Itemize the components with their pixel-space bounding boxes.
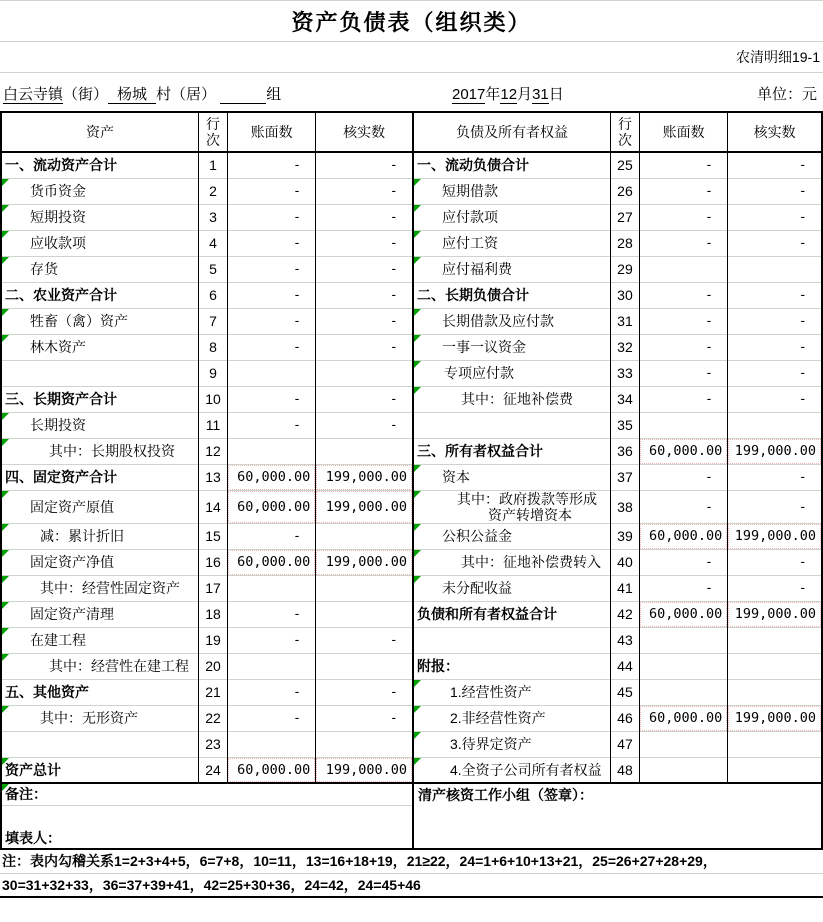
line-number-cell[interactable]: 46 [610, 705, 639, 731]
line-number-cell[interactable]: 35 [610, 412, 639, 438]
table-row [1, 679, 822, 705]
cell-flag-icon [2, 758, 9, 765]
book-value-cell[interactable]: 60,000.00 [228, 549, 316, 575]
page-title: 资产负债表（组织类） [291, 9, 532, 35]
line-number-cell[interactable]: 20 [198, 653, 227, 679]
cell-flag-icon [2, 550, 9, 557]
asset-label-cell[interactable]: 减：累计折旧 [1, 523, 198, 549]
table-row [1, 360, 822, 386]
line-number-cell[interactable]: 26 [610, 178, 639, 204]
verified-value-cell[interactable] [728, 757, 822, 783]
asset-label-cell[interactable]: 其中：长期股权投资 [1, 438, 198, 464]
book-value-cell[interactable]: - [228, 230, 316, 256]
book-value-cell[interactable]: - [640, 308, 728, 334]
remark-input-area[interactable] [2, 806, 412, 829]
cell-flag-icon [2, 257, 9, 264]
verified-value-cell[interactable]: 199,000.00 [316, 490, 413, 523]
cell-flag-icon [2, 524, 9, 531]
cell-flag-icon [414, 706, 421, 713]
liability-label-cell[interactable]: 其中：征地补偿费转入 [413, 549, 610, 575]
liability-label-cell[interactable]: 未分配收益 [413, 575, 610, 601]
cell-flag-icon [414, 361, 421, 368]
cell-flag-icon [2, 602, 9, 609]
asset-label-cell[interactable]: 二、农业资产合计 [1, 282, 198, 308]
book-value-cell[interactable]: 60,000.00 [640, 523, 728, 549]
asset-label-cell[interactable]: 其中：无形资产 [1, 705, 198, 731]
asset-label-cell[interactable]: 固定资产原值 [1, 490, 198, 523]
book-value-cell[interactable]: - [640, 230, 728, 256]
book-value-cell[interactable]: 60,000.00 [228, 490, 316, 523]
line-number-cell[interactable]: 47 [610, 731, 639, 757]
asset-label-cell[interactable]: 长期投资 [1, 412, 198, 438]
table-row [1, 282, 822, 308]
verified-value-cell[interactable] [728, 731, 822, 757]
line-number-cell[interactable]: 12 [198, 438, 227, 464]
line-number-cell[interactable]: 18 [198, 601, 227, 627]
asset-label-cell[interactable]: 货币资金 [1, 178, 198, 204]
col-header-line-no[interactable]: 行次 [198, 112, 227, 152]
cell-flag-icon [2, 309, 9, 316]
asset-label-cell[interactable]: 资产总计 [1, 757, 198, 783]
line-number-cell[interactable]: 21 [198, 679, 227, 705]
liability-label-cell[interactable]: 4.全资子公司所有者权益 [413, 757, 610, 783]
verified-value-cell[interactable]: - [728, 334, 822, 360]
cell-flag-icon [414, 335, 421, 342]
book-value-cell[interactable]: 60,000.00 [640, 601, 728, 627]
book-value-cell[interactable] [228, 575, 316, 601]
liability-label-cell[interactable] [413, 412, 610, 438]
cell-flag-icon [414, 732, 421, 739]
table-row [1, 575, 822, 601]
verified-value-cell[interactable] [316, 575, 413, 601]
book-value-cell[interactable] [640, 256, 728, 282]
col-header-verified[interactable]: 核实数 [316, 112, 413, 152]
verified-value-cell[interactable] [316, 523, 413, 549]
table-row [1, 178, 822, 204]
verified-value-cell[interactable]: - [728, 282, 822, 308]
table-row [1, 204, 822, 230]
cell-flag-icon [414, 758, 421, 765]
line-number-cell[interactable]: 5 [198, 256, 227, 282]
table-body [1, 152, 822, 783]
verified-value-cell[interactable] [316, 601, 413, 627]
table-row [1, 308, 822, 334]
line-number-cell[interactable]: 30 [610, 282, 639, 308]
line-number-cell[interactable]: 38 [610, 490, 639, 523]
line-number-cell[interactable]: 4 [198, 230, 227, 256]
book-value-cell[interactable] [228, 731, 316, 757]
cell-flag-icon [414, 231, 421, 238]
cell-flag-icon [414, 257, 421, 264]
verified-value-cell[interactable]: - [316, 282, 413, 308]
liability-label-cell[interactable]: 附报： [413, 653, 610, 679]
table-row [1, 256, 822, 282]
org-line [3, 83, 281, 104]
verified-value-cell[interactable]: 199,000.00 [728, 705, 822, 731]
year-label: 年 [485, 86, 501, 103]
col-header-asset[interactable]: 资产 [1, 112, 198, 152]
line-number-cell[interactable]: 23 [198, 731, 227, 757]
title-row [0, 0, 823, 42]
liability-label-cell[interactable]: 一事一议资金 [413, 334, 610, 360]
book-value-cell[interactable]: - [640, 386, 728, 412]
col-header-book[interactable]: 账面数 [228, 112, 316, 152]
cell-flag-icon [414, 205, 421, 212]
book-value-cell[interactable]: - [228, 627, 316, 653]
cell-flag-icon [2, 335, 9, 342]
table-row [1, 230, 822, 256]
book-value-cell[interactable]: - [228, 308, 316, 334]
table-row [1, 523, 822, 549]
balance-sheet-table [0, 111, 823, 850]
footnote-line-1: 注：表内勾稽关系1=2+3+4+5，6=7+8，10=11，13=16+18+19，21≥22，24=1+6+10+13+21，25=26+27+28+29， [2, 853, 717, 869]
line-number-cell[interactable]: 36 [610, 438, 639, 464]
col-header-liability[interactable]: 负债及所有者权益 [413, 112, 610, 152]
liability-label-cell[interactable]: 2.非经营性资产 [413, 705, 610, 731]
line-number-cell[interactable]: 42 [610, 601, 639, 627]
verified-value-cell[interactable]: - [316, 152, 413, 178]
verified-value-cell[interactable] [316, 731, 413, 757]
village-suffix: 村（居） [156, 86, 217, 103]
table-row [1, 412, 822, 438]
cell-flag-icon [2, 706, 9, 713]
book-value-cell[interactable]: - [640, 334, 728, 360]
date-day[interactable]: 31 [532, 86, 549, 103]
line-number-cell[interactable]: 7 [198, 308, 227, 334]
line-number-cell[interactable]: 9 [198, 360, 227, 386]
book-value-cell[interactable]: - [228, 523, 316, 549]
verified-value-cell[interactable]: - [316, 705, 413, 731]
book-value-cell[interactable]: - [640, 152, 728, 178]
verified-value-cell[interactable]: 199,000.00 [728, 438, 822, 464]
table-row [1, 731, 822, 757]
asset-label-cell[interactable]: 短期投资 [1, 204, 198, 230]
cell-flag-icon [2, 439, 9, 446]
asset-label-cell[interactable]: 其中：经营性固定资产 [1, 575, 198, 601]
book-value-cell[interactable]: 60,000.00 [228, 464, 316, 490]
liability-label-cell[interactable]: 其中：征地补偿费 [413, 386, 610, 412]
verified-value-cell[interactable]: - [728, 549, 822, 575]
cell-flag-icon [2, 231, 9, 238]
line-number-cell[interactable]: 13 [198, 464, 227, 490]
verified-value-cell[interactable]: - [728, 230, 822, 256]
liability-label-cell[interactable]: 应付工资 [413, 230, 610, 256]
book-value-cell[interactable]: - [228, 334, 316, 360]
asset-label-cell[interactable]: 固定资产清理 [1, 601, 198, 627]
book-value-cell[interactable]: - [640, 282, 728, 308]
line-number-cell[interactable]: 40 [610, 549, 639, 575]
book-value-cell[interactable]: - [228, 256, 316, 282]
liability-label-cell[interactable]: 负债和所有者权益合计 [413, 601, 610, 627]
table-row [1, 464, 822, 490]
verified-value-cell[interactable] [728, 679, 822, 705]
line-number-cell[interactable]: 17 [198, 575, 227, 601]
table-row [1, 490, 822, 523]
verified-value-cell[interactable]: - [316, 412, 413, 438]
line-number-cell[interactable]: 39 [610, 523, 639, 549]
line-number-cell[interactable]: 28 [610, 230, 639, 256]
line-number-cell[interactable]: 44 [610, 653, 639, 679]
verified-value-cell[interactable] [728, 653, 822, 679]
line-number-cell[interactable]: 15 [198, 523, 227, 549]
table-row [1, 601, 822, 627]
line-number-cell[interactable]: 3 [198, 204, 227, 230]
book-value-cell[interactable]: - [228, 412, 316, 438]
table-row [1, 386, 822, 412]
liability-label-cell[interactable]: 三、所有者权益合计 [413, 438, 610, 464]
cell-flag-icon [414, 576, 421, 583]
cell-flag-icon [2, 628, 9, 635]
line-number-cell[interactable]: 32 [610, 334, 639, 360]
line-number-cell[interactable]: 10 [198, 386, 227, 412]
liability-label-cell[interactable]: 3.待界定资产 [413, 731, 610, 757]
line-number-cell[interactable]: 48 [610, 757, 639, 783]
book-value-cell[interactable]: - [228, 152, 316, 178]
line-number-cell[interactable]: 16 [198, 549, 227, 575]
verified-value-cell[interactable] [728, 412, 822, 438]
verified-value-cell[interactable] [316, 360, 413, 386]
book-value-cell[interactable] [640, 731, 728, 757]
liability-label-cell[interactable]: 长期借款及应付款 [413, 308, 610, 334]
remark-label: 备注： [2, 784, 412, 806]
line-number-cell[interactable]: 24 [198, 757, 227, 783]
verified-value-cell[interactable]: 199,000.00 [316, 464, 413, 490]
cell-flag-icon [2, 576, 9, 583]
verified-value-cell[interactable]: - [316, 178, 413, 204]
cell-flag-icon [414, 491, 421, 498]
footnotes [0, 850, 823, 898]
liability-label-cell[interactable]: 其中：政府拨款等形成资产转增资本 [413, 490, 610, 523]
verified-value-cell[interactable]: - [316, 334, 413, 360]
doc-code-row [0, 42, 823, 73]
book-value-cell[interactable]: 60,000.00 [640, 438, 728, 464]
line-number-cell[interactable]: 33 [610, 360, 639, 386]
verified-value-cell[interactable]: - [316, 204, 413, 230]
verified-value-cell[interactable]: - [316, 308, 413, 334]
verified-value-cell[interactable]: - [316, 679, 413, 705]
verified-value-cell[interactable]: - [728, 204, 822, 230]
table-header-row [1, 112, 822, 152]
verified-value-cell[interactable]: 199,000.00 [728, 601, 822, 627]
asset-label-cell[interactable]: 其中：经营性在建工程 [1, 653, 198, 679]
asset-label-cell[interactable]: 在建工程 [1, 627, 198, 653]
book-value-cell[interactable]: - [228, 282, 316, 308]
verified-value-cell[interactable]: - [316, 627, 413, 653]
book-value-cell[interactable]: - [640, 575, 728, 601]
table-row [1, 549, 822, 575]
table-row [1, 627, 822, 653]
meta-row [0, 73, 823, 111]
table-row [1, 705, 822, 731]
book-value-cell[interactable] [640, 679, 728, 705]
verified-value-cell[interactable]: 199,000.00 [316, 757, 413, 783]
cell-flag-icon [2, 784, 9, 791]
line-number-cell[interactable]: 14 [198, 490, 227, 523]
cell-flag-icon [414, 387, 421, 394]
verified-value-cell[interactable] [316, 653, 413, 679]
asset-label-cell[interactable]: 存货 [1, 256, 198, 282]
asset-label-cell[interactable]: 五、其他资产 [1, 679, 198, 705]
doc-code: 农清明细19-1 [735, 49, 820, 65]
liability-label-cell[interactable]: 二、长期负债合计 [413, 282, 610, 308]
col-header-verified[interactable]: 核实数 [728, 112, 822, 152]
cell-flag-icon [2, 205, 9, 212]
book-value-cell[interactable] [640, 627, 728, 653]
book-value-cell[interactable] [640, 412, 728, 438]
verified-value-cell[interactable]: 199,000.00 [728, 523, 822, 549]
table-row [1, 653, 822, 679]
table-row [1, 438, 822, 464]
verified-value-cell[interactable] [728, 256, 822, 282]
liability-label-cell[interactable]: 1.经营性资产 [413, 679, 610, 705]
book-value-cell[interactable]: - [640, 464, 728, 490]
line-number-cell[interactable]: 2 [198, 178, 227, 204]
liability-label-cell[interactable] [413, 627, 610, 653]
table-footer-row [1, 783, 822, 849]
village-name[interactable]: 杨城 [108, 86, 156, 104]
liability-label-cell[interactable]: 专项应付款 [413, 360, 610, 386]
verified-value-cell[interactable]: - [728, 152, 822, 178]
asset-label-cell[interactable]: 一、流动资产合计 [5, 157, 117, 174]
book-value-cell[interactable] [228, 360, 316, 386]
cell-flag-icon [414, 524, 421, 531]
asset-label-cell[interactable] [1, 360, 198, 386]
liability-label-cell[interactable]: 资本 [413, 464, 610, 490]
remark-cell[interactable] [1, 783, 413, 849]
line-number-cell[interactable]: 31 [610, 308, 639, 334]
line-number-cell[interactable]: 27 [610, 204, 639, 230]
town-suffix: （街） [63, 86, 109, 103]
verified-value-cell[interactable]: 199,000.00 [316, 549, 413, 575]
line-number-cell[interactable]: 11 [198, 412, 227, 438]
date-year[interactable]: 2017 [452, 86, 486, 103]
verified-value-cell[interactable]: - [728, 360, 822, 386]
book-value-cell[interactable]: - [228, 705, 316, 731]
cell-flag-icon [414, 465, 421, 472]
cell-flag-icon [414, 550, 421, 557]
asset-label-cell[interactable]: 固定资产净值 [1, 549, 198, 575]
verified-value-cell[interactable]: - [728, 575, 822, 601]
line-number-cell[interactable]: 34 [610, 386, 639, 412]
verified-value-cell[interactable]: - [728, 386, 822, 412]
cell-flag-icon [2, 179, 9, 186]
asset-label-cell[interactable]: 三、长期资产合计 [1, 386, 198, 412]
book-value-cell[interactable]: - [228, 601, 316, 627]
asset-label-cell[interactable] [1, 731, 198, 757]
book-value-cell[interactable]: - [640, 204, 728, 230]
day-label: 日 [548, 86, 564, 103]
cell-flag-icon [2, 654, 9, 661]
line-number-cell[interactable]: 45 [610, 679, 639, 705]
book-value-cell[interactable]: - [228, 679, 316, 705]
line-number-cell[interactable]: 37 [610, 464, 639, 490]
verified-value-cell[interactable]: - [316, 256, 413, 282]
line-number-cell[interactable]: 8 [198, 334, 227, 360]
line-number-cell[interactable]: 6 [198, 282, 227, 308]
book-value-cell[interactable]: - [640, 178, 728, 204]
cell-flag-icon [414, 179, 421, 186]
book-value-cell[interactable]: - [228, 386, 316, 412]
line-number-cell[interactable]: 19 [198, 627, 227, 653]
verified-value-cell[interactable]: - [316, 386, 413, 412]
book-value-cell[interactable] [640, 653, 728, 679]
signature-cell[interactable]: 清产核资工作小组（签章）： [413, 783, 822, 849]
line-number-cell[interactable]: 22 [198, 705, 227, 731]
book-value-cell[interactable]: - [640, 549, 728, 575]
book-value-cell[interactable] [228, 653, 316, 679]
verified-value-cell[interactable] [316, 438, 413, 464]
col-header-book[interactable]: 账面数 [640, 112, 728, 152]
cell-flag-icon [2, 413, 9, 420]
liability-label-cell[interactable]: 公积公益金 [413, 523, 610, 549]
group-suffix: 组 [266, 86, 282, 103]
liability-label-cell[interactable]: 一、流动负债合计 [413, 152, 610, 178]
verified-value-cell[interactable]: - [728, 308, 822, 334]
asset-label-cell[interactable]: 四、固定资产合计 [1, 464, 198, 490]
book-value-cell[interactable]: - [228, 178, 316, 204]
verified-value-cell[interactable]: - [316, 230, 413, 256]
table-row [1, 757, 822, 783]
preparer-label: 填表人： [5, 830, 61, 846]
table-row [1, 152, 822, 178]
line-number-cell[interactable]: 25 [610, 152, 639, 178]
group-blank-field[interactable] [220, 89, 266, 104]
book-value-cell[interactable]: 60,000.00 [228, 757, 316, 783]
verified-value-cell[interactable]: - [728, 178, 822, 204]
line-number-cell[interactable]: 29 [610, 256, 639, 282]
liability-label-cell[interactable]: 应付款项 [413, 204, 610, 230]
line-number-cell[interactable]: 43 [610, 627, 639, 653]
cell-flag-icon [414, 680, 421, 687]
book-value-cell[interactable] [640, 757, 728, 783]
date-month[interactable]: 12 [500, 86, 518, 103]
col-header-line-no[interactable]: 行次 [610, 112, 639, 152]
book-value-cell[interactable]: - [640, 490, 728, 523]
liability-label-cell[interactable]: 短期借款 [413, 178, 610, 204]
asset-label-cell[interactable]: 应收款项 [1, 230, 198, 256]
report-date [452, 83, 564, 104]
book-value-cell[interactable] [228, 438, 316, 464]
asset-label-cell[interactable]: 牲畜（禽）资产 [1, 308, 198, 334]
cell-flag-icon [2, 491, 9, 498]
asset-label-cell[interactable]: 林木资产 [1, 334, 198, 360]
verified-value-cell[interactable] [728, 627, 822, 653]
book-value-cell[interactable]: - [228, 204, 316, 230]
line-number-cell[interactable]: 41 [610, 575, 639, 601]
footnote-line-2: 30=31+32+33，36=37+39+41，42=25+30+36，24=42，24=45+46 [0, 873, 823, 896]
line-number-cell[interactable]: 1 [198, 152, 227, 178]
verified-value-cell[interactable]: - [728, 464, 822, 490]
liability-label-cell[interactable]: 应付福利费 [413, 256, 610, 282]
town-name[interactable]: 白云寺镇 [3, 86, 64, 103]
verified-value-cell[interactable]: - [728, 490, 822, 523]
month-label: 月 [517, 86, 533, 103]
book-value-cell[interactable]: 60,000.00 [640, 705, 728, 731]
cell-flag-icon [414, 309, 421, 316]
table-row [1, 334, 822, 360]
unit-label: 单位：元 [756, 86, 817, 103]
book-value-cell[interactable]: - [640, 360, 728, 386]
